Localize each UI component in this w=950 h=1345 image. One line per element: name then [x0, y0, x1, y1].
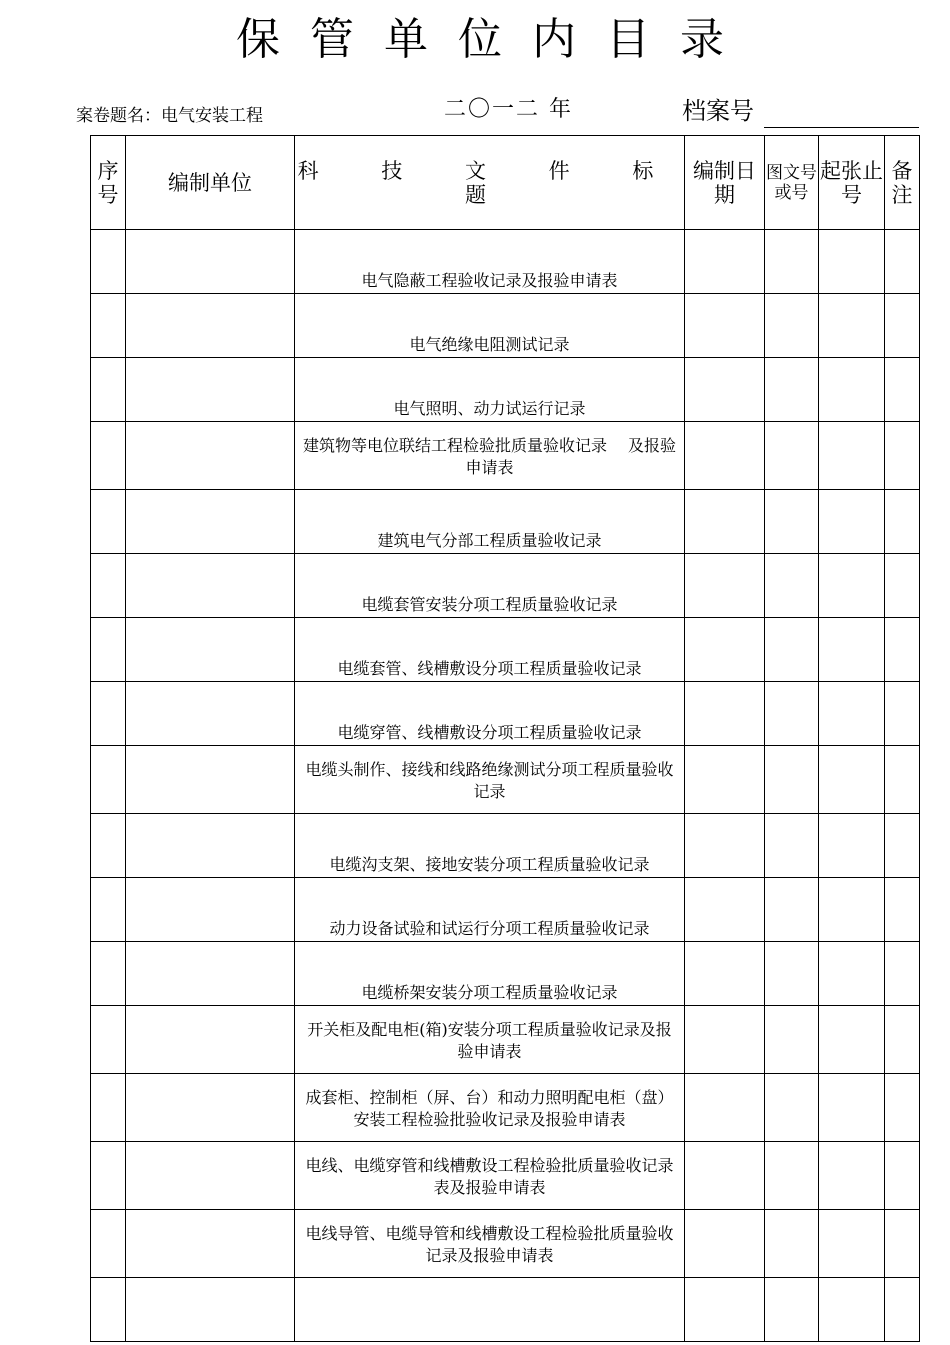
seq-cell — [91, 294, 126, 358]
seq-cell — [91, 358, 126, 422]
table-row — [91, 942, 920, 1006]
drawing-no-cell — [765, 682, 819, 746]
remarks-cell — [885, 1006, 920, 1074]
volume-title-label: 案卷题名：电气安装工程 — [76, 106, 263, 126]
date-cell — [685, 358, 765, 422]
seq-cell — [91, 682, 126, 746]
table-row — [91, 230, 920, 294]
header-unit: 编制单位 — [126, 136, 295, 230]
page-range-cell — [819, 1210, 885, 1278]
date-cell — [685, 878, 765, 942]
unit-cell — [126, 1006, 295, 1074]
drawing-no-cell — [765, 422, 819, 490]
date-cell — [685, 490, 765, 554]
unit-cell — [126, 1074, 295, 1142]
seq-cell — [91, 230, 126, 294]
seq-cell — [91, 490, 126, 554]
unit-cell — [126, 490, 295, 554]
unit-cell — [126, 878, 295, 942]
title-cell — [295, 1278, 685, 1342]
header-doc-title: 科 技 文 件 标 题 — [295, 136, 685, 230]
seq-cell — [91, 1006, 126, 1074]
page-range-cell — [819, 230, 885, 294]
unit-cell — [126, 230, 295, 294]
unit-cell — [126, 1210, 295, 1278]
unit-cell — [126, 682, 295, 746]
title-cell: 建筑物等电位联结工程检验批质量验收记录 及报验申请表 — [295, 422, 685, 490]
title-cell: 电缆头制作、接线和线路绝缘测试分项工程质量验收记录 — [295, 746, 685, 814]
header-seq: 序号 — [91, 136, 126, 230]
seq-cell — [91, 422, 126, 490]
table-row — [91, 814, 920, 878]
page-range-cell — [819, 942, 885, 1006]
page-range-cell — [819, 814, 885, 878]
remarks-cell — [885, 942, 920, 1006]
drawing-no-cell — [765, 878, 819, 942]
seq-cell — [91, 1278, 126, 1342]
table-row — [91, 1142, 920, 1210]
remarks-cell — [885, 618, 920, 682]
page-range-cell — [819, 618, 885, 682]
header-drawing-no: 图文号或号 — [765, 136, 819, 230]
drawing-no-cell — [765, 294, 819, 358]
table-row — [91, 422, 920, 490]
page-range-cell — [819, 1142, 885, 1210]
title-cell: 电线、电缆穿管和线槽敷设工程检验批质量验收记录表及报验申请表 — [295, 1142, 685, 1210]
table-row — [91, 618, 920, 682]
seq-cell — [91, 814, 126, 878]
table-body — [91, 230, 920, 1342]
date-cell — [685, 746, 765, 814]
table-header-row — [91, 136, 920, 230]
seq-cell — [91, 1142, 126, 1210]
date-cell — [685, 554, 765, 618]
date-cell — [685, 618, 765, 682]
date-cell — [685, 1210, 765, 1278]
drawing-no-cell — [765, 1278, 819, 1342]
drawing-no-cell — [765, 1074, 819, 1142]
page-range-cell — [819, 682, 885, 746]
table-row — [91, 1006, 920, 1074]
date-cell — [685, 814, 765, 878]
date-cell — [685, 1006, 765, 1074]
seq-cell — [91, 942, 126, 1006]
remarks-cell — [885, 1074, 920, 1142]
table-row — [91, 554, 920, 618]
drawing-no-cell — [765, 490, 819, 554]
unit-cell — [126, 1278, 295, 1342]
title-cell: 电缆套管安装分项工程质量验收记录 — [295, 554, 685, 618]
table-row — [91, 358, 920, 422]
drawing-no-cell — [765, 358, 819, 422]
unit-cell — [126, 554, 295, 618]
title-cell: 动力设备试验和试运行分项工程质量验收记录 — [295, 878, 685, 942]
drawing-no-cell — [765, 1006, 819, 1074]
archive-number-label: 档案号 — [682, 97, 754, 125]
remarks-cell — [885, 814, 920, 878]
date-cell — [685, 682, 765, 746]
page-title: 保管单位内目录 — [236, 14, 754, 65]
archive-number-blank — [764, 127, 919, 128]
title-cell: 电缆桥架安装分项工程质量验收记录 — [295, 942, 685, 1006]
remarks-cell — [885, 878, 920, 942]
unit-cell — [126, 1142, 295, 1210]
page-range-cell — [819, 878, 885, 942]
remarks-cell — [885, 294, 920, 358]
date-cell — [685, 230, 765, 294]
drawing-no-cell — [765, 942, 819, 1006]
seq-cell — [91, 618, 126, 682]
page-range-cell — [819, 554, 885, 618]
title-cell: 电缆沟支架、接地安装分项工程质量验收记录 — [295, 814, 685, 878]
header-page-range: 起张止号 — [819, 136, 885, 230]
remarks-cell — [885, 746, 920, 814]
page-range-cell — [819, 1278, 885, 1342]
remarks-cell — [885, 682, 920, 746]
date-cell — [685, 294, 765, 358]
date-cell — [685, 1074, 765, 1142]
table-row — [91, 1074, 920, 1142]
page-range-cell — [819, 358, 885, 422]
remarks-cell — [885, 1210, 920, 1278]
unit-cell — [126, 814, 295, 878]
table-row — [91, 490, 920, 554]
remarks-cell — [885, 422, 920, 490]
unit-cell — [126, 358, 295, 422]
table-row — [91, 1210, 920, 1278]
page-range-cell — [819, 1074, 885, 1142]
year-label: 二〇一二 年 — [444, 97, 573, 122]
unit-cell — [126, 422, 295, 490]
page-range-cell — [819, 422, 885, 490]
table-row — [91, 682, 920, 746]
table-row — [91, 294, 920, 358]
title-cell: 电气绝缘电阻测试记录 — [295, 294, 685, 358]
page-range-cell — [819, 294, 885, 358]
page-range-cell — [819, 490, 885, 554]
remarks-cell — [885, 1278, 920, 1342]
date-cell — [685, 942, 765, 1006]
seq-cell — [91, 746, 126, 814]
title-cell: 成套柜、控制柜（屏、台）和动力照明配电柜（盘）安装工程检验批验收记录及报验申请表 — [295, 1074, 685, 1142]
remarks-cell — [885, 230, 920, 294]
drawing-no-cell — [765, 230, 819, 294]
seq-cell — [91, 554, 126, 618]
remarks-cell — [885, 358, 920, 422]
title-cell: 电气隐蔽工程验收记录及报验申请表 — [295, 230, 685, 294]
remarks-cell — [885, 1142, 920, 1210]
drawing-no-cell — [765, 1210, 819, 1278]
seq-cell — [91, 1074, 126, 1142]
header-remarks: 备注 — [885, 136, 920, 230]
header-date: 编制日期 — [685, 136, 765, 230]
date-cell — [685, 1278, 765, 1342]
table-row — [91, 746, 920, 814]
title-cell: 电线导管、电缆导管和线槽敷设工程检验批质量验收记录及报验申请表 — [295, 1210, 685, 1278]
title-cell: 电缆穿管、线槽敷设分项工程质量验收记录 — [295, 682, 685, 746]
date-cell — [685, 422, 765, 490]
drawing-no-cell — [765, 746, 819, 814]
title-cell: 电缆套管、线槽敷设分项工程质量验收记录 — [295, 618, 685, 682]
page-range-cell — [819, 1006, 885, 1074]
title-cell: 开关柜及配电柜(箱)安装分项工程质量验收记录及报验申请表 — [295, 1006, 685, 1074]
date-cell — [685, 1142, 765, 1210]
drawing-no-cell — [765, 814, 819, 878]
drawing-no-cell — [765, 618, 819, 682]
drawing-no-cell — [765, 554, 819, 618]
title-cell: 电气照明、动力试运行记录 — [295, 358, 685, 422]
catalog-table — [90, 135, 920, 1342]
remarks-cell — [885, 554, 920, 618]
seq-cell — [91, 878, 126, 942]
title-cell: 建筑电气分部工程质量验收记录 — [295, 490, 685, 554]
page-range-cell — [819, 746, 885, 814]
unit-cell — [126, 618, 295, 682]
table-row — [91, 878, 920, 942]
unit-cell — [126, 746, 295, 814]
table-row — [91, 1278, 920, 1342]
seq-cell — [91, 1210, 126, 1278]
unit-cell — [126, 294, 295, 358]
remarks-cell — [885, 490, 920, 554]
drawing-no-cell — [765, 1142, 819, 1210]
unit-cell — [126, 942, 295, 1006]
